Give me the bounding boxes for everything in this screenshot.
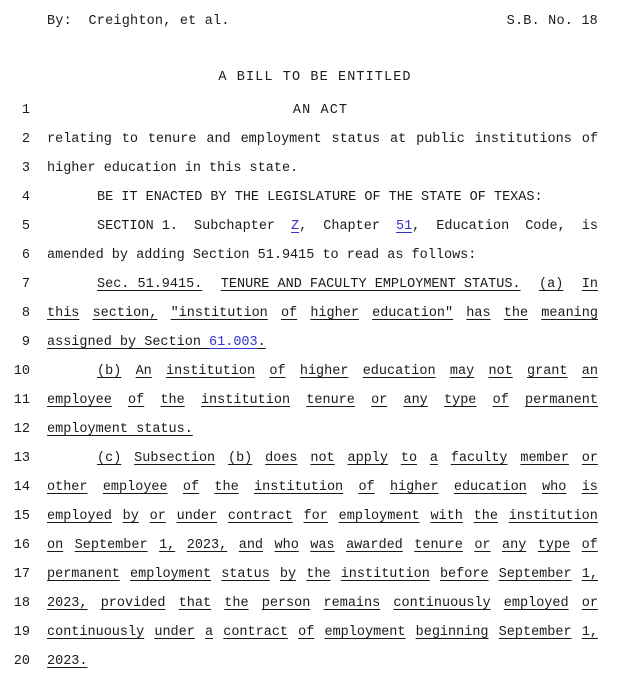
section-marker: SECTION 1.: [97, 219, 179, 234]
line-content-new-text: [47, 567, 598, 582]
word: member: [520, 451, 569, 466]
bill-author: By: Creighton, et al.: [47, 14, 230, 29]
word: a: [204, 625, 214, 640]
word: of: [298, 625, 315, 640]
line-number: 5: [21, 219, 30, 234]
text-line: [0, 388, 634, 417]
word: not: [488, 364, 513, 379]
word: any: [403, 393, 428, 408]
word: of: [581, 132, 598, 147]
text-line: [0, 446, 634, 475]
word: public: [416, 132, 465, 147]
word: of: [269, 364, 286, 379]
bill-number: S.B. No. 18: [506, 14, 598, 29]
line-number: 17: [13, 567, 30, 582]
word: is: [581, 219, 598, 234]
text-line: [0, 272, 634, 301]
word: institutions: [474, 132, 572, 147]
word: 2023,: [186, 538, 228, 553]
word: any: [502, 538, 527, 553]
word: of: [280, 306, 298, 321]
word: section,: [92, 306, 158, 321]
word: relating: [47, 132, 112, 147]
subsection-label: (a): [539, 277, 564, 292]
section-61003-link[interactable]: 61.003: [209, 335, 258, 350]
word: September: [74, 538, 148, 553]
word: and: [206, 132, 231, 147]
word: other: [47, 480, 88, 495]
text-line: [0, 591, 634, 620]
word: the: [160, 393, 185, 408]
word: Subchapter: [194, 219, 276, 234]
enacting-clause: BE IT ENACTED BY THE LEGISLATURE OF THE STATE OF TEXAS:: [97, 190, 543, 205]
text-line: [0, 533, 634, 562]
word: "institution: [170, 306, 268, 321]
document-header: [0, 0, 634, 46]
word: before: [439, 567, 489, 582]
word: employment: [324, 625, 406, 640]
word: of: [182, 480, 200, 495]
word: employed: [47, 509, 112, 524]
word: institution: [200, 393, 291, 408]
line-number: 10: [13, 364, 30, 379]
word: this: [47, 306, 80, 321]
word: 2023.: [47, 654, 88, 669]
line-number: 6: [21, 248, 30, 263]
line-number: 15: [13, 509, 30, 524]
word: was: [310, 538, 335, 553]
word: the: [473, 509, 498, 524]
line-number: 4: [21, 190, 30, 205]
word: Chapter: [323, 219, 380, 234]
word: 1,: [159, 538, 176, 553]
word: status: [331, 132, 381, 147]
word: type: [444, 393, 477, 408]
line-content-new-text: [47, 393, 598, 408]
word: status: [221, 567, 270, 582]
word: institution: [166, 364, 256, 379]
line-content-new-text: [47, 596, 598, 611]
subsection-label: (b): [97, 364, 122, 379]
word: employee: [102, 480, 168, 495]
text-line: [0, 127, 634, 156]
word: apply: [347, 451, 389, 466]
section-heading: Sec. 51.9415.: [97, 277, 203, 292]
word: 51,: [395, 219, 421, 234]
word: type: [537, 538, 571, 553]
word: employee: [47, 393, 112, 408]
word: education: [453, 480, 527, 495]
word: 1,: [581, 625, 598, 640]
text-line: [0, 156, 634, 185]
text-line: [0, 620, 634, 649]
word: has: [466, 306, 491, 321]
line-content-new-text: [47, 654, 598, 669]
word: education": [372, 306, 454, 321]
line-number: 9: [21, 335, 30, 350]
word: of: [358, 480, 375, 495]
line-content-new-text: [47, 335, 598, 350]
word: who: [542, 480, 567, 495]
word: September: [498, 625, 572, 640]
word: remains: [323, 596, 381, 611]
word: of: [492, 393, 509, 408]
word: the: [224, 596, 249, 611]
word: to: [400, 451, 418, 466]
word: for: [303, 509, 328, 524]
word: Z,: [291, 219, 308, 234]
line-number: 11: [13, 393, 30, 408]
line-number: 18: [13, 596, 30, 611]
word: under: [154, 625, 195, 640]
word: a: [429, 451, 438, 466]
line-number: 2: [21, 132, 30, 147]
line-content-new-text: [47, 451, 598, 466]
word: higher: [299, 364, 349, 379]
subchapter-z-link[interactable]: Z: [291, 219, 300, 234]
word: institution: [340, 567, 430, 582]
text-line: [0, 417, 634, 446]
word: not: [310, 451, 335, 466]
bill-body: [0, 98, 634, 678]
word: assigned by Section: [47, 335, 210, 350]
word: by: [279, 567, 297, 582]
line-content-new-text: [47, 306, 598, 321]
line-number: 19: [13, 625, 30, 640]
line-content-new-text: [47, 422, 598, 437]
line-number: 20: [13, 654, 30, 669]
word: and: [238, 538, 264, 553]
word: institution: [508, 509, 598, 524]
line-content: [47, 219, 598, 234]
line-content-new-text: [47, 364, 598, 379]
text-line: [0, 649, 634, 678]
word: .: [257, 335, 266, 350]
word: employment: [338, 509, 420, 524]
word: does: [265, 451, 298, 466]
line-content: amended by adding Section 51.9415 to read as follows:: [47, 248, 477, 263]
text-line: [0, 330, 634, 359]
line-number: 8: [21, 306, 30, 321]
line-content-new-text: [47, 480, 598, 495]
word: contract: [227, 509, 293, 524]
line-content-new-text: [47, 277, 598, 292]
word: or: [474, 538, 491, 553]
line-number: 7: [21, 277, 30, 292]
text-line: [0, 214, 634, 243]
bill-caption-act: AN ACT: [292, 103, 349, 118]
word: employment: [130, 567, 212, 582]
word: faculty: [450, 451, 508, 466]
word: the: [214, 480, 239, 495]
text-line: [0, 98, 634, 127]
line-content-new-text: [47, 625, 598, 640]
line-number: 13: [13, 451, 30, 466]
line-content-new-text: [47, 509, 598, 524]
word: that: [178, 596, 212, 611]
word: meaning: [541, 306, 598, 321]
word: 2023,: [47, 596, 88, 611]
word: or: [581, 451, 598, 466]
word: (b): [227, 451, 253, 466]
line-content: higher education in this state.: [47, 161, 299, 176]
word: at: [390, 132, 407, 147]
line-content: [47, 132, 598, 147]
word: tenure: [306, 393, 355, 408]
word: the: [306, 567, 331, 582]
word: is: [581, 480, 598, 495]
word: continuously: [47, 625, 145, 640]
word: may: [449, 364, 475, 379]
word: employment: [240, 132, 322, 147]
text-line: [0, 185, 634, 214]
word: employed: [503, 596, 569, 611]
word: An: [135, 364, 152, 379]
subsection-label: (c): [97, 451, 122, 466]
word: Education: [436, 219, 510, 234]
word: higher: [310, 306, 359, 321]
word: under: [176, 509, 218, 524]
word: or: [149, 509, 166, 524]
word: September: [498, 567, 572, 582]
word: employment status.: [47, 422, 193, 437]
word: on: [47, 538, 64, 553]
text-line: [0, 504, 634, 533]
word: of: [128, 393, 145, 408]
word: of: [581, 538, 598, 553]
word: higher: [389, 480, 439, 495]
word: In: [581, 277, 598, 292]
word: person: [261, 596, 311, 611]
word: tenure: [414, 538, 463, 553]
line-number: 14: [13, 480, 30, 495]
word: or: [581, 596, 598, 611]
word: to: [121, 132, 138, 147]
word: awarded: [346, 538, 403, 553]
line-content: [47, 190, 598, 205]
word: Code,: [525, 219, 566, 234]
word: continuously: [393, 596, 491, 611]
line-number: 1: [21, 103, 30, 118]
bill-caption-entitled: A BILL TO BE ENTITLED: [218, 70, 412, 85]
word: who: [274, 538, 299, 553]
section-title: TENURE AND FACULTY EMPLOYMENT STATUS.: [220, 277, 521, 292]
word: by: [122, 509, 139, 524]
word: institution: [254, 480, 344, 495]
word: permanent: [47, 567, 120, 582]
text-line: [0, 359, 634, 388]
word: or: [371, 393, 388, 408]
word: grant: [527, 364, 568, 379]
line-number: 16: [13, 538, 30, 553]
line-content-new-text: [47, 538, 598, 553]
word: contract: [223, 625, 289, 640]
word: with: [430, 509, 463, 524]
word: the: [503, 306, 529, 321]
word: 1,: [581, 567, 598, 582]
chapter-51-link[interactable]: 51: [395, 219, 413, 234]
word: tenure: [147, 132, 197, 147]
word: permanent: [525, 393, 598, 408]
line-number: 12: [13, 422, 30, 437]
word: Subsection: [134, 451, 216, 466]
text-line: [0, 243, 634, 272]
text-line: [0, 562, 634, 591]
word: beginning: [415, 625, 489, 640]
word: an: [581, 364, 598, 379]
word: provided: [100, 596, 166, 611]
word: education: [362, 364, 436, 379]
text-line: [0, 475, 634, 504]
line-number: 3: [21, 161, 30, 176]
text-line: [0, 301, 634, 330]
